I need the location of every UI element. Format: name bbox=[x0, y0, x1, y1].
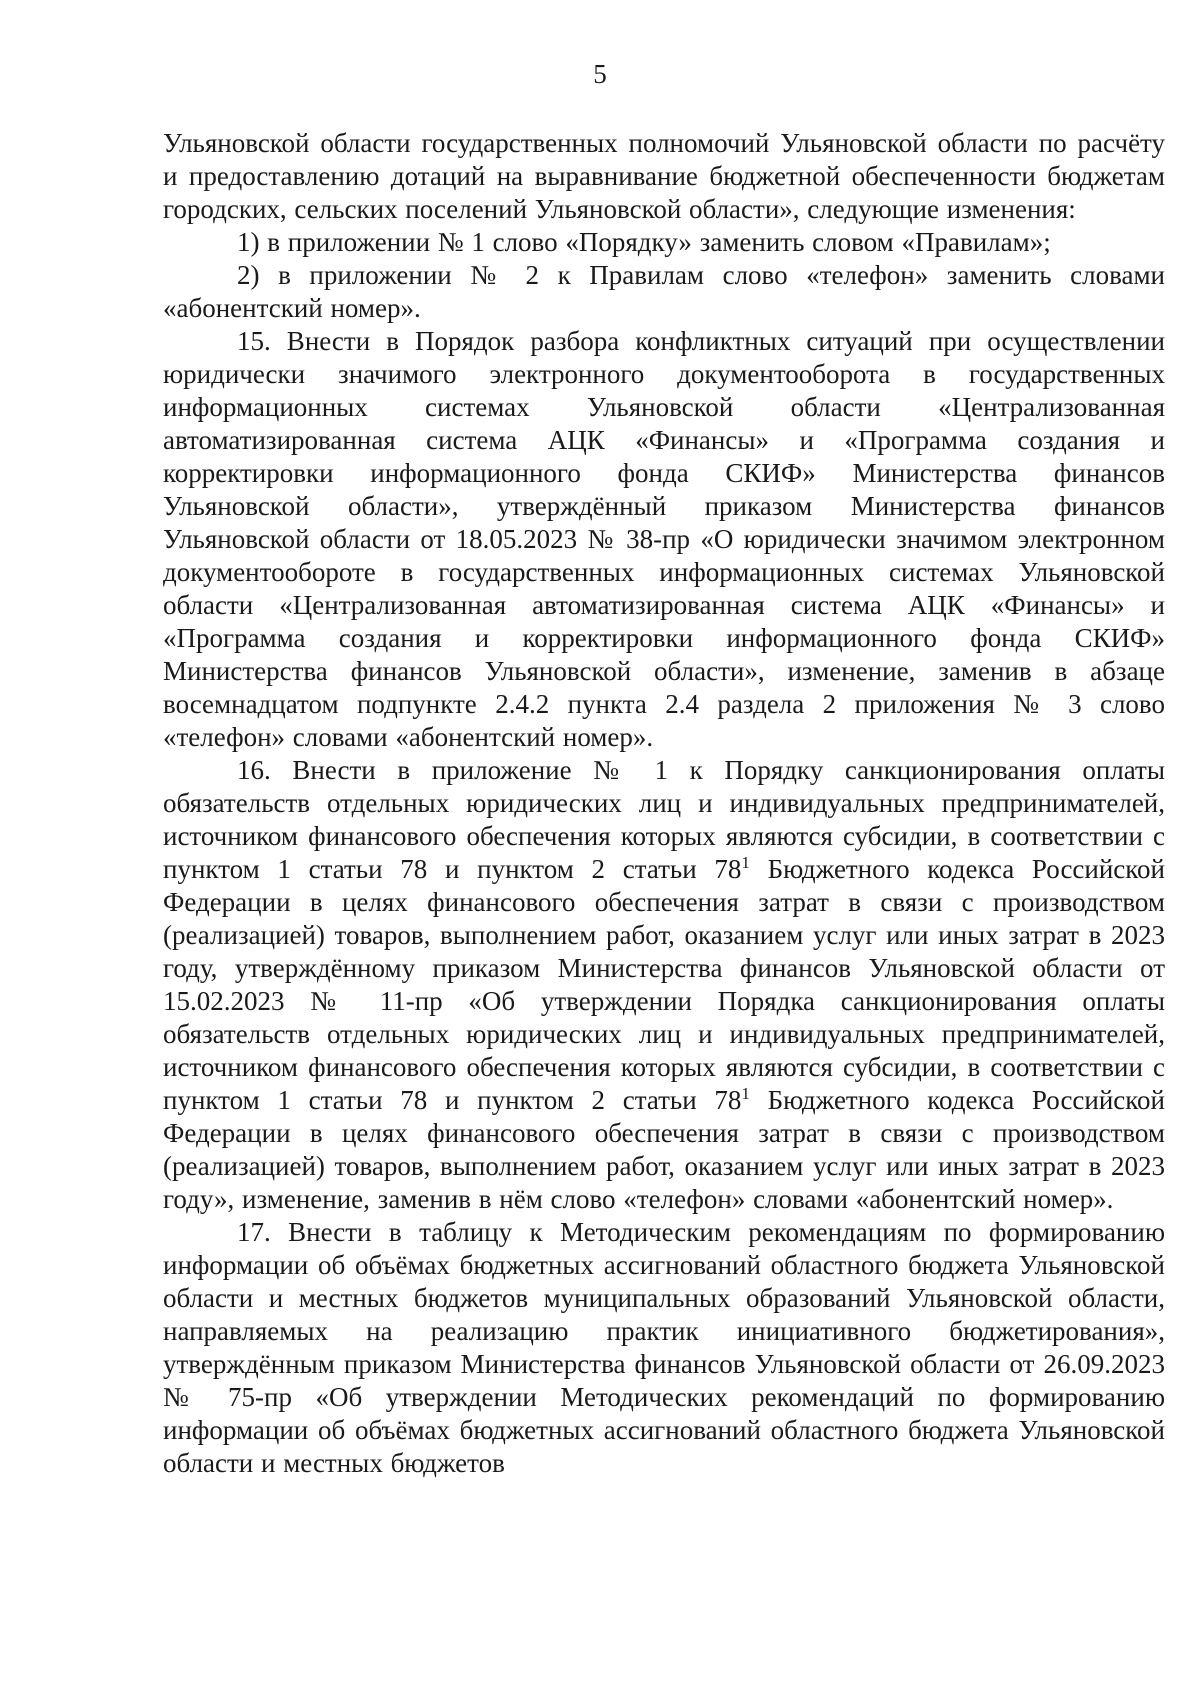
paragraph-15: 15. Внести в Порядок разбора конфликтных ситуаций при осуществлении юридически значимого электронного документооборота в государственных информационных системах Ульяновской области «Централизованная автоматизированная система АЦК «Финансы» и «Программа создания и корректировки информационного фонда СКИФ» Министерства финансов Ульяновской области», утверждённый приказом Министерства финансов Ульяновской области от 18.05.2023 № 38-пр «О юридически значимом электронном документообороте в государственных информационных системах Ульяновской области «Централизованная автоматизированная система АЦК «Финансы» и «Программа создания и корректировки информационного фонда СКИФ» Министерства финансов Ульяновской области», изменение, заменив в абзаце восемнадцатом подпункте 2.4.2 пункта 2.4 раздела 2 приложения № 3 слово «телефон» словами «абонентский номер». bbox=[163, 326, 1165, 752]
paragraph-16-text-c: Бюджетного кодекса Российской Федерации в целях финансового обеспечения затрат в связи с производством (реализацией) товаров, выполнением работ, оказанием услуг или иных затрат в 2023 году», изменение, заменив в нём слово «телефон» словами «абонентский номер». bbox=[163, 1085, 1165, 1214]
paragraph-continuation: Ульяновской области государственных полномочий Ульяновской области по расчёту и предоставлению дотаций на выравнивание бюджетной обеспеченности бюджетам городских, сельских поселений Ульяновской области», следующие изменения: bbox=[163, 128, 1165, 224]
paragraph-16-text-b: Бюджетного кодекса Российской Федерации в целях финансового обеспечения затрат в связи с производством (реализацией) товаров, выполнением работ, оказанием услуг или иных затрат в 2023 году, утверждённому приказом Министерства финансов Ульяновской области от 15.02.2023 № 11-пр «Об утверждении Порядка санкционирования оплаты обязательств отдельных юридических лиц и индивидуальных предпринимателей, источником финансового обеспечения которых являются субсидии, в соответствии с пунктом 1 статьи 78 и пунктом 2 статьи 78 bbox=[163, 854, 1165, 1115]
document-body bbox=[163, 127, 1165, 1480]
list-item-1: 1) в приложении № 1 слово «Порядку» заменить словом «Правилам»; bbox=[237, 227, 1051, 257]
page-number: 5 bbox=[593, 59, 607, 89]
paragraph-17: 17. Внести в таблицу к Методическим рекомендациям по формированию информации об объёмах бюджетных ассигнований областного бюджета Ульяновской области и местных бюджетов муниципальных образований Ульяновской области, направляемых на реализацию практик инициативного бюджетирования», утверждённым приказом Министерства финансов Ульяновской области от 26.09.2023 № 75-пр «Об утверждении Методических рекомендаций по формированию информации об объёмах бюджетных ассигнований областного бюджета Ульяновской области и местных бюджетов bbox=[163, 1217, 1165, 1478]
paragraph-16 bbox=[163, 754, 1165, 1216]
paragraph-16-text-a: 16. Внести в приложение № 1 к Порядку санкционирования оплаты обязательств отдельных юридических лиц и индивидуальных предпринимателей, источником финансового обеспечения которых являются субсидии, в соответствии с пунктом 1 статьи 78 и пунктом 2 статьи 78 bbox=[163, 755, 1165, 884]
superscript-1: 1 bbox=[741, 853, 750, 872]
superscript-1: 1 bbox=[741, 1084, 750, 1103]
list-item-2: 2) в приложении № 2 к Правилам слово «телефон» заменить словами «абонентский номер». bbox=[163, 260, 1165, 323]
